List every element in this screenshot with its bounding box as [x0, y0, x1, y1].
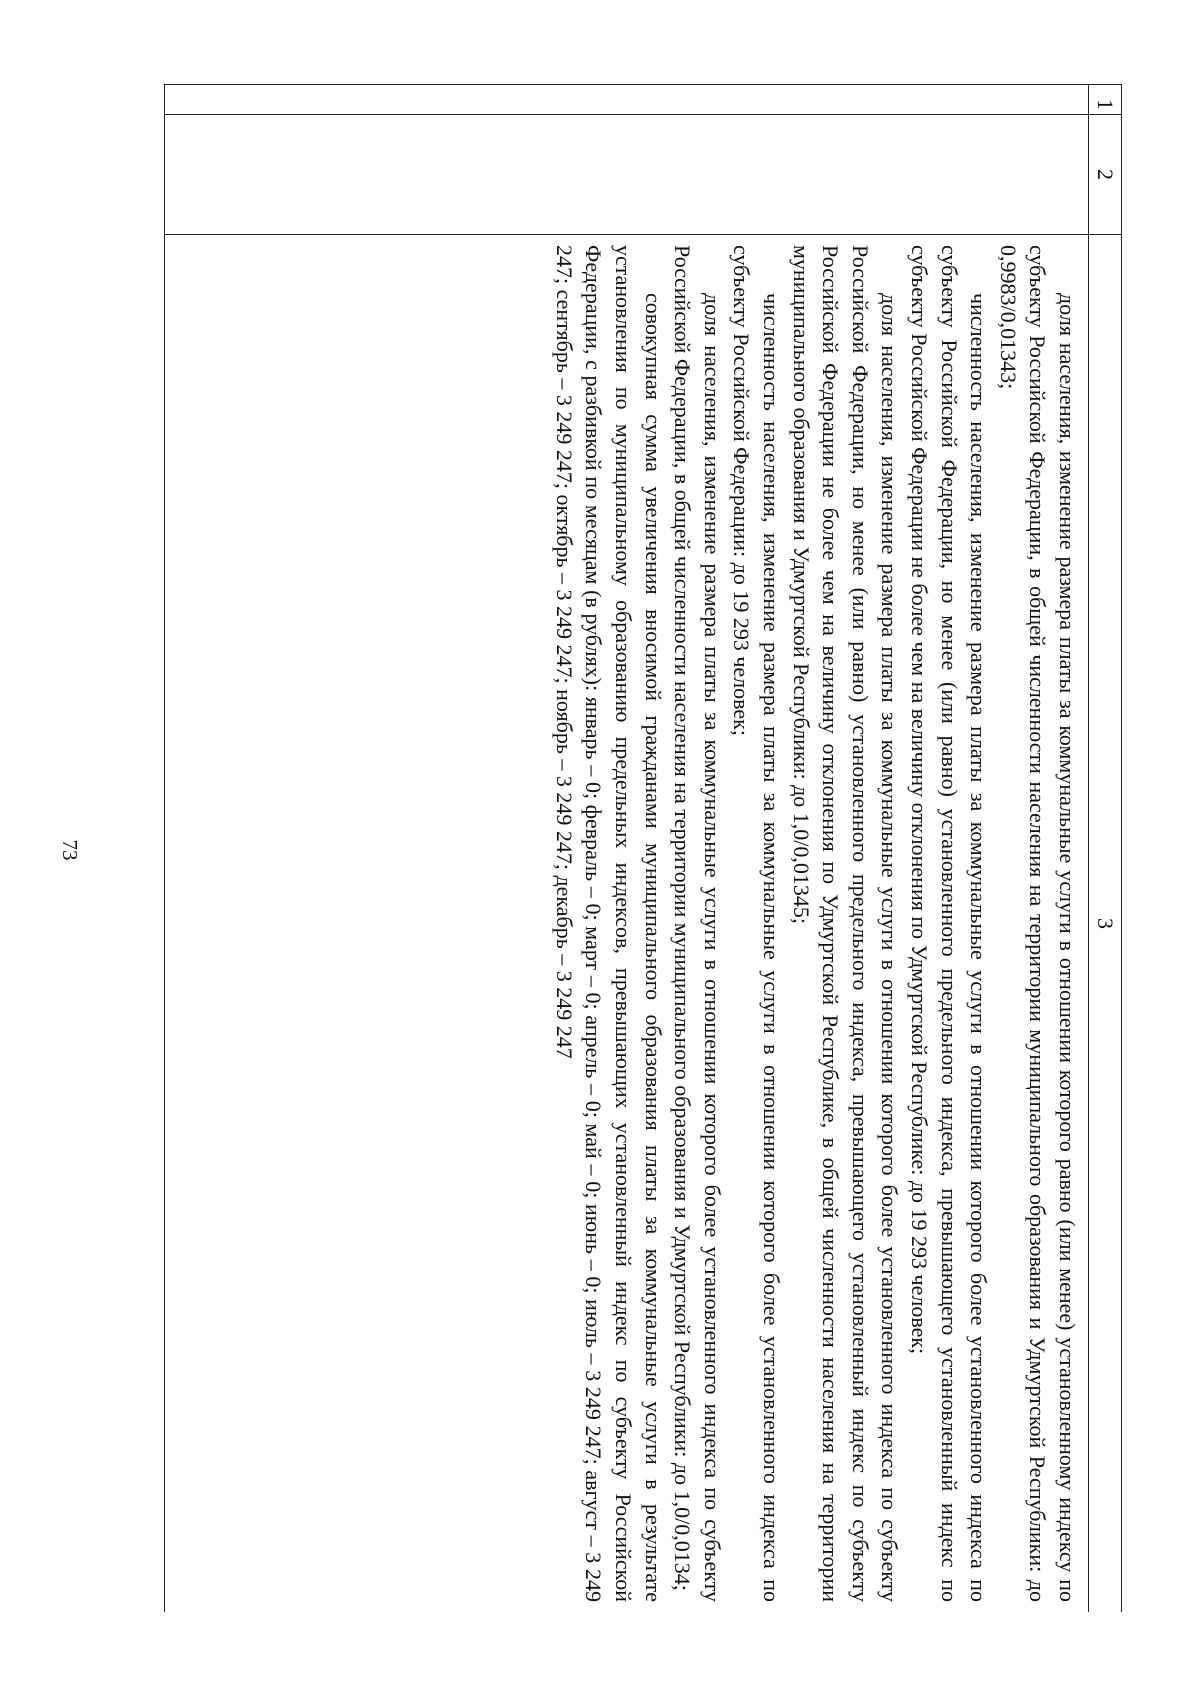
landscape-sheet — [162, 84, 1122, 1612]
cell-col-3 — [165, 235, 1089, 1613]
table-header-row — [1089, 85, 1122, 1613]
table-row — [165, 85, 1089, 1613]
paragraph-population-count-above-index-within-limit: численность населения, изменение размера платы за коммунальные услуги в отношении которого более установленного индекса по субъекту Российской Федерации, но менее (или равно) установленного предельного индекса, превышающего установленный индекс по субъекту Российской Федерации не более чем на величину отклонения по Удмуртской Республике: до 19 293 человек; — [907, 245, 992, 1602]
page-number: 73 — [58, 839, 82, 861]
rotated-table-frame — [162, 84, 1122, 1612]
header-col-1: 1 — [1089, 85, 1122, 115]
paragraph-population-share-above-index-within-limit: доля населения, изменение размера платы за коммунальные услуги в отношении которого более установленного индекса по субъекту Российской Федерации, но менее (или равно) установленного предельного индекса, превышающего установленный индекс по субъекту Российской Федерации не более чем на величину отклонения по Удмуртской Республике, в общей численности населения на территории муниципального образования и Удмуртской Республики: до 1,0/0,01345; — [788, 245, 903, 1602]
indicators-table — [164, 84, 1122, 1612]
header-col-2: 2 — [1089, 115, 1122, 235]
cell-col-2 — [165, 115, 1089, 235]
cell-col-1 — [165, 85, 1089, 115]
paragraph-total-increase-by-month: совокупная сумма увеличения вносимой гражданами муниципального образования платы за коммунальные услуги в результате установления по муниципальному образованию предельных индексов, превышающих установленный индекс по субъекту Российской Федерации, с разбивкой по месяцам (в рублях): январь – 0; февраль – 0; март – 0; апрель – 0; май – 0; июнь – 0; июль – 3 249 247; август – 3 249 247; сентябрь – 3 249 247; октябрь – 3 249 247; ноябрь – 3 249 247; декабрь – 3 249 247 — [551, 245, 666, 1602]
paragraph-population-share-within-index: доля населения, изменение размера платы за коммунальные услуги в отношении которого равно (или менее) установленному индексу по субъекту Российской Федерации, в общей численности населения на территории муниципального образования и Удмуртской Республики: до 0,9983/0,01343; — [995, 245, 1080, 1602]
paragraph-population-count-above-index: численность населения, изменение размера платы за коммунальные услуги в отношении которого более установленного индекса по субъекту Российской Федерации: до 19 293 человек; — [729, 245, 785, 1602]
header-col-3: 3 — [1089, 235, 1122, 1613]
paragraph-population-share-above-index: доля населения, изменение размера платы за коммунальные услуги в отношении которого более установленного индекса по субъекту Российской Федерации, в общей численности населения на территории муниципального образования и Удмуртской Республики: до 1,0/0,0134; — [670, 245, 725, 1602]
